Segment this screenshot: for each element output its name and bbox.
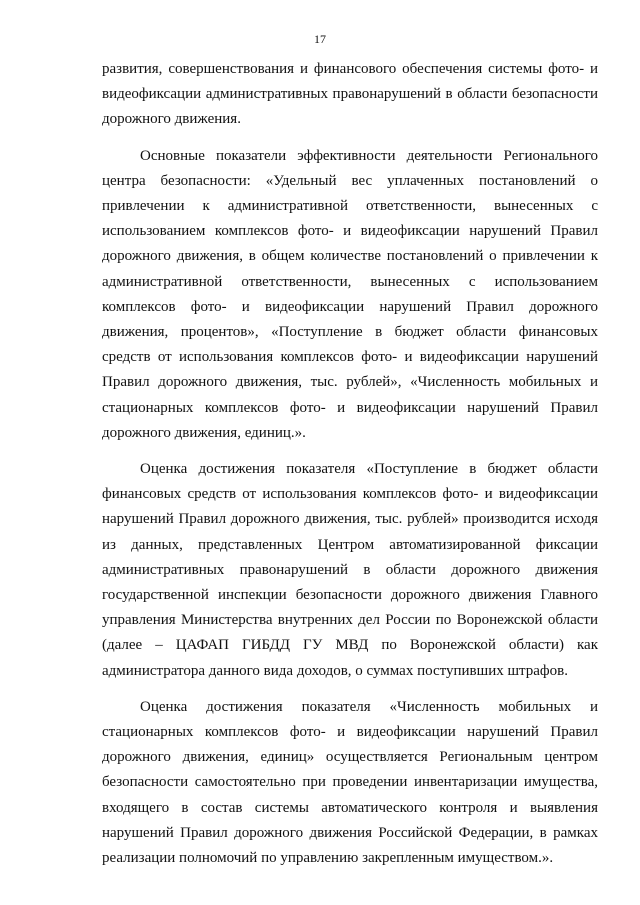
document-body [102, 57, 598, 882]
paragraph-budget-revenue-assessment: Оценка достижения показателя «Поступление в бюджет области финансовых средств от использования комплексов фото- и видеофиксации нарушений Правил дорожного движения, тыс. рублей» производится исходя из данных, представленных Центром автоматизированной фиксации административных правонарушений в области дорожного движения государственной инспекции безопасности дорожного движения Главного управления Министерства внутренних дел России по Воронежской области (далее – ЦАФАП ГИБДД ГУ МВД по Воронежской области) как администратора данного вида доходов, о суммах поступивших штрафов. [102, 461, 598, 679]
paragraph-performance-indicators: Основные показатели эффективности деятельности Регионального центра безопасности: «Удельный вес уплаченных постановлений о привлечении к административной ответственности, вынесенных с использованием комплексов фото- и видеофиксации нарушений Правил дорожного движения, в общем количестве постановлений о привлечении к административной ответственности, вынесенных с использованием комплексов фото- и видеофиксации нарушений Правил дорожного движения, процентов», «Поступление в бюджет области финансовых средств от использования комплексов фото- и видеофиксации нарушений Правил дорожного движения, тыс. рублей», «Численность мобильных и стационарных комплексов фото- и видеофиксации нарушений Правил дорожного движения, единиц.». [102, 147, 598, 441]
paragraph-complexes-count-assessment: Оценка достижения показателя «Численность мобильных и стационарных комплексов фото- и видеофиксации нарушений Правил дорожного движения, единиц» осуществляется Региональным центром безопасности самостоятельно при проведении инвентаризации имущества, входящего в состав системы автоматического контроля и выявления нарушений Правил дорожного движения Российской Федерации, в рамках реализации полномочий по управлению закрепленным имуществом.». [102, 698, 598, 867]
page-number: 17 [314, 32, 326, 46]
paragraph-continuation: развития, совершенствования и финансового обеспечения системы фото- и видеофиксации административных правонарушений в области безопасности дорожного движения. [102, 61, 598, 128]
